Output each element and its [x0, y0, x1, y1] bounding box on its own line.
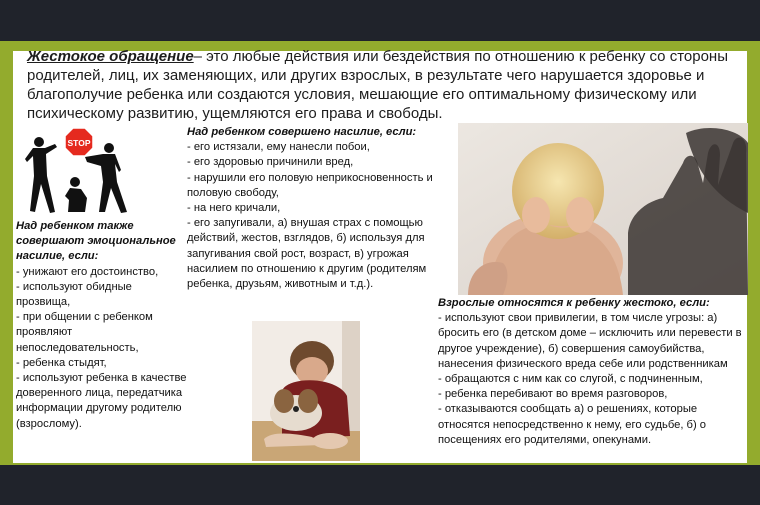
emotional-abuse-item: - унижают его достоинство,: [16, 265, 159, 278]
emotional-abuse-item: - используют ребенка в качестве доверенного лица, передатчика информации другому родителю (взрослому).: [16, 372, 187, 430]
emotional-abuse-item: - при общении с ребенком проявляют непоследовательность,: [16, 311, 153, 354]
adult-silhouette-icon: [25, 137, 57, 213]
violence-item: - его здоровью причинили вред,: [187, 156, 354, 169]
emotional-abuse-section: [16, 219, 188, 432]
sad-child-with-toy-photo: [252, 321, 360, 461]
emotional-abuse-item: - используют обидные прозвища,: [16, 280, 132, 309]
cruel-treatment-section: [438, 296, 746, 448]
violence-item: - его запугивали, а) внушая страх с помощью действий, жестов, взглядов, б) используя для запугивания свой рост, возраст, в) угрожая насилием по отношению к другим (родителям ребенка, друзьям, животным и т.д.).: [187, 217, 427, 291]
violence-item: - нарушили его половую неприкосновенность и половую свободу,: [187, 171, 433, 199]
intro-term: Жестокое обращение: [27, 48, 194, 65]
stop-sign-text: STOP: [67, 138, 91, 148]
emotional-abuse-heading: Над ребенком также совершают эмоциональное насилие, если:: [16, 220, 176, 263]
violence-section: [187, 125, 437, 292]
violence-item: - его истязали, ему нанесли побои,: [187, 141, 370, 154]
stop-violence-illustration: [25, 126, 137, 218]
second-adult-silhouette-icon: [85, 143, 127, 213]
cruel-treatment-item: - используют свои привилегии, в том числе угрозы: а) бросить его (в детском доме – исключить или перевести в другое учреждение), б) совершения самоубийства, нанесения физического вреда себе или родственникам: [438, 312, 742, 370]
cruel-treatment-heading: Взрослые относятся к ребенку жестоко, если:: [438, 297, 710, 309]
cruel-treatment-item: - отказываются сообщать а) о решениях, которые относятся непосредственно к нему, его судьбе, б) о посещениях его родителями, опекунами.: [438, 403, 707, 446]
stop-sign-icon: [65, 128, 93, 156]
emotional-abuse-item: - ребенка стыдят,: [16, 356, 107, 369]
violence-heading: Над ребенком совершено насилие, если:: [187, 126, 417, 138]
child-silhouette-icon: [65, 177, 87, 212]
intro-paragraph: [27, 47, 732, 123]
violence-item: - на него кричали,: [187, 202, 281, 215]
frightened-child-photo: [458, 123, 748, 295]
intro-text: – это любые действия или бездействия по отношению к ребенку со стороны родителей, лиц, их заменяющих, или других взрослых, в результате чего нарушается здоровье и благополучие ребенка или создаются условия, мешающие его оптимальному физическому или психическому развитию, ущемляются его права и свободы.: [27, 48, 728, 122]
cruel-treatment-item: - ребенка перебивают во время разговоров,: [438, 388, 668, 401]
cruel-treatment-item: - обращаются с ним как со слугой, с подчиненным,: [438, 373, 703, 386]
